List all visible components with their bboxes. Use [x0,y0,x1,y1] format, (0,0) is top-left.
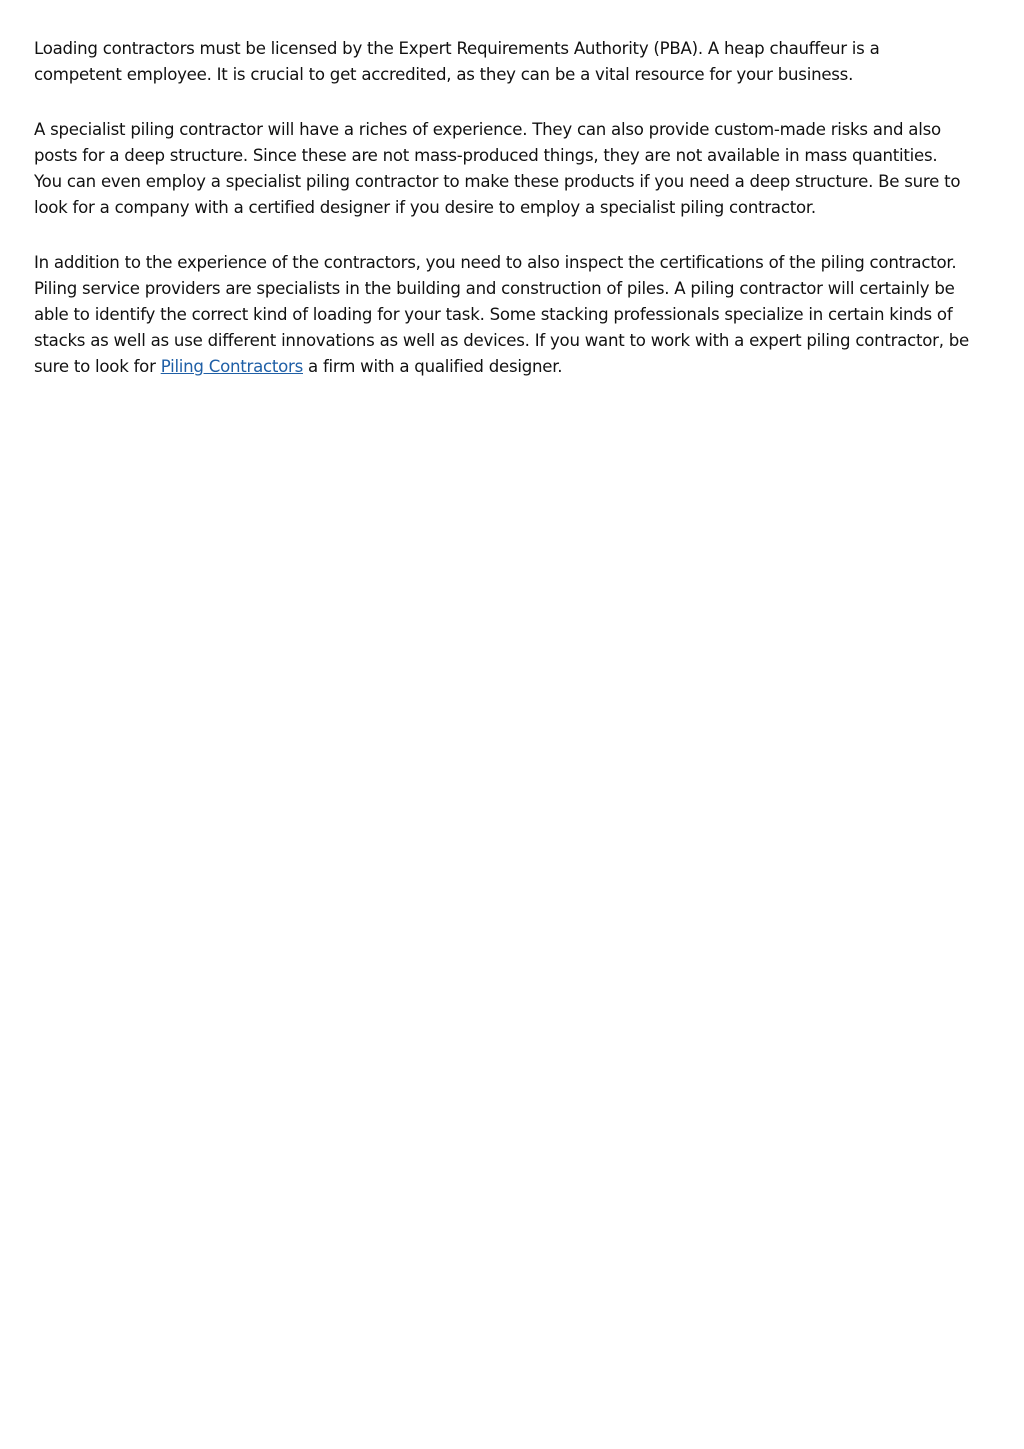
link-suffix-text: a firm with a qualified designer. [303,357,563,376]
document-body [34,36,992,409]
paragraph-line-with-link [34,354,992,380]
paragraph-3 [34,250,992,380]
link-prefix-text: sure to look for [34,357,161,376]
paragraph-line: able to identify the correct kind of loading for your task. Some stacking professionals specialize in certain kinds of [34,305,953,324]
paragraph-line: In addition to the experience of the contractors, you need to also inspect the certifications of the piling contractor. [34,253,957,272]
paragraph-1 [34,36,992,88]
paragraph-line: A specialist piling contractor will have a riches of experience. They can also provide custom-made risks and also [34,120,941,139]
paragraph-line: look for a company with a certified designer if you desire to employ a specialist piling contractor. [34,198,816,217]
paragraph-line: Loading contractors must be licensed by the Expert Requirements Authority (PBA). A heap chauffeur is a [34,39,880,58]
paragraph-line: stacks as well as use different innovations as well as devices. If you want to work with a expert piling contractor, be [34,331,970,350]
paragraph-2 [34,117,992,221]
paragraph-line: Piling service providers are specialists in the building and construction of piles. A piling contractor will certainly be [34,279,955,298]
piling-contractors-link[interactable]: Piling Contractors [160,357,303,376]
paragraph-line: competent employee. It is crucial to get accredited, as they can be a vital resource for your business. [34,65,854,84]
paragraph-line: posts for a deep structure. Since these are not mass-produced things, they are not available in mass quantities. [34,146,938,165]
paragraph-line: You can even employ a specialist piling contractor to make these products if you need a deep structure. Be sure to [34,172,961,191]
